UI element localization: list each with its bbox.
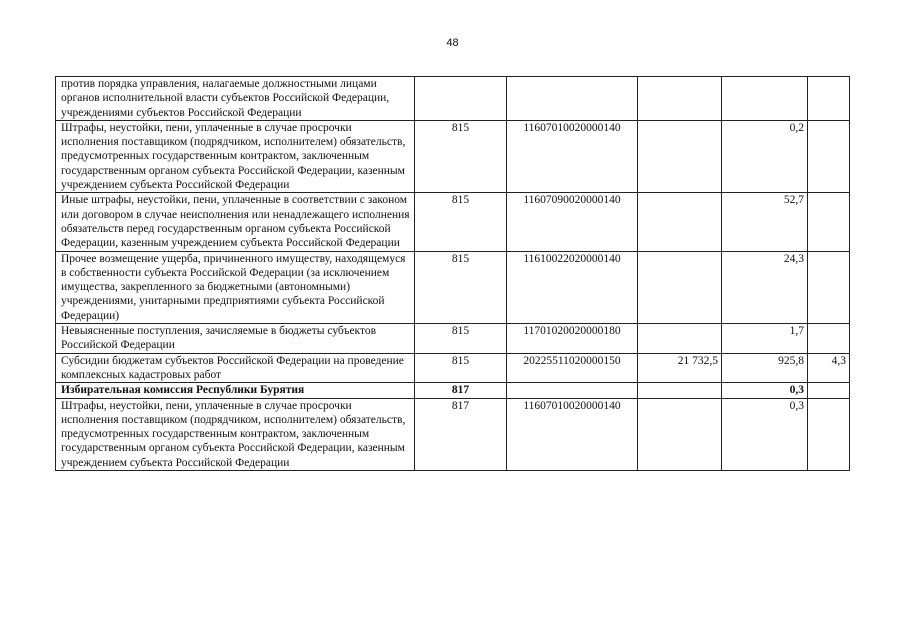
cell-admin-code: 815 [415, 353, 507, 383]
cell-description: Субсидии бюджетам субъектов Российской Федерации на проведение комплексных кадастровых работ [56, 353, 415, 383]
cell-budget-code: 11610022020000140 [507, 251, 638, 323]
cell-amount-3 [808, 324, 850, 354]
cell-amount-2: 0,3 [722, 383, 808, 398]
table-row [56, 77, 850, 121]
cell-amount-3 [808, 383, 850, 398]
cell-amount-3 [808, 120, 850, 192]
cell-amount-3: 4,3 [808, 353, 850, 383]
cell-amount-1 [638, 383, 722, 398]
table-row [56, 193, 850, 251]
cell-budget-code: 11607010020000140 [507, 398, 638, 470]
cell-amount-1 [638, 324, 722, 354]
cell-amount-3 [808, 398, 850, 470]
cell-budget-code [507, 77, 638, 121]
cell-amount-2 [722, 77, 808, 121]
page-number: 48 [446, 37, 459, 49]
cell-description: Иные штрафы, неустойки, пени, уплаченные в соответствии с законом или договором в случае неисполнения или ненадлежащего исполнения обязательств перед государственным органом субъекта Российской Федерации, казенным учреждением субъекта Российской Федерации [56, 193, 415, 251]
cell-admin-code: 815 [415, 324, 507, 354]
table-row [56, 353, 850, 383]
cell-amount-2: 52,7 [722, 193, 808, 251]
cell-budget-code: 11607090020000140 [507, 193, 638, 251]
cell-description: Штрафы, неустойки, пени, уплаченные в случае просрочки исполнения поставщиком (подрядчиком, исполнителем) обязательств, предусмотренных государственным контрактом, заключенным государственным органом субъекта Российской Федерации, казенным учреждением субъекта Российской Федерации [56, 398, 415, 470]
cell-amount-1: 21 732,5 [638, 353, 722, 383]
cell-amount-2: 0,3 [722, 398, 808, 470]
cell-admin-code: 815 [415, 251, 507, 323]
cell-amount-2: 24,3 [722, 251, 808, 323]
cell-description: Прочее возмещение ущерба, причиненного имуществу, находящемуся в собственности субъекта Российской Федерации (за исключением имущества, закрепленного за бюджетными (автономными) учреждениями, унитарными предприятиями субъекта Российской Федерации) [56, 251, 415, 323]
table-row [56, 383, 850, 398]
cell-budget-code [507, 383, 638, 398]
revenue-table [55, 76, 850, 471]
cell-amount-1 [638, 120, 722, 192]
cell-amount-1 [638, 398, 722, 470]
table-body [56, 77, 850, 471]
cell-description: против порядка управления, налагаемые должностными лицами органов исполнительной власти субъектов Российской Федерации, учреждениями субъектов Российской Федерации [56, 77, 415, 121]
cell-budget-code: 11607010020000140 [507, 120, 638, 192]
table-row [56, 398, 850, 470]
cell-description: Невыясненные поступления, зачисляемые в бюджеты субъектов Российской Федерации [56, 324, 415, 354]
cell-amount-3 [808, 251, 850, 323]
cell-amount-2: 1,7 [722, 324, 808, 354]
cell-description: Избирательная комиссия Республики Бурятия [56, 383, 415, 398]
cell-amount-1 [638, 193, 722, 251]
cell-admin-code: 815 [415, 120, 507, 192]
cell-amount-3 [808, 193, 850, 251]
cell-amount-3 [808, 77, 850, 121]
cell-admin-code: 817 [415, 398, 507, 470]
cell-description: Штрафы, неустойки, пени, уплаченные в случае просрочки исполнения поставщиком (подрядчиком, исполнителем) обязательств, предусмотренных государственным контрактом, заключенным государственным органом субъекта Российской Федерации, казенным учреждением субъекта Российской Федерации [56, 120, 415, 192]
cell-budget-code: 11701020020000180 [507, 324, 638, 354]
cell-amount-2: 925,8 [722, 353, 808, 383]
cell-amount-1 [638, 251, 722, 323]
table-row [56, 120, 850, 192]
cell-amount-2: 0,2 [722, 120, 808, 192]
table-row [56, 324, 850, 354]
cell-admin-code [415, 77, 507, 121]
cell-admin-code: 815 [415, 193, 507, 251]
cell-amount-1 [638, 77, 722, 121]
cell-admin-code: 817 [415, 383, 507, 398]
table-row [56, 251, 850, 323]
cell-budget-code: 20225511020000150 [507, 353, 638, 383]
